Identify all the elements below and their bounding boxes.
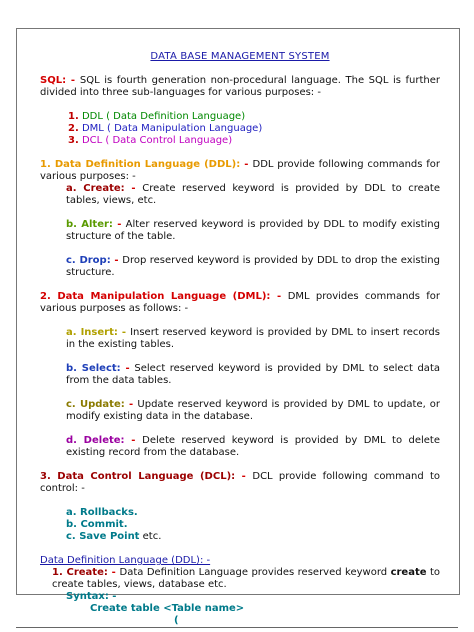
list-item: b. Commit. — [66, 519, 128, 530]
list-item: 2. DML ( Data Manipulation Language) — [68, 123, 263, 134]
ddl-item-drop: c. Drop: - Drop reserved keyword is provided by DDL to drop the existing structure. — [66, 255, 440, 278]
document-page — [16, 28, 460, 626]
page-divider — [16, 627, 458, 628]
intro-paragraph — [40, 75, 440, 99]
document-content — [40, 51, 440, 627]
intro-label: SQL: — [40, 75, 67, 86]
list-item: 3. DCL ( Data Control Language) — [68, 135, 233, 146]
dml-heading: 2. Data Manipulation Language (DML): — [40, 291, 271, 302]
dml-item-update: c. Update: - Update reserved keyword is provided by DML to update, or modify existing data in the database. — [66, 399, 440, 422]
ddl-heading: 1. Data Definition Language (DDL): — [40, 159, 241, 170]
ddl-item-alter: b. Alter: - Alter reserved keyword is provided by DDL to modify existing structure of the table. — [66, 219, 440, 242]
dcl-paragraph: 3. Data Control Language (DCL): - DCL provide following command to control: - — [40, 471, 440, 494]
ddl-section-item: 1. Create: - Data Definition Language provides reserved keyword create to create tables, views, database etc. — [52, 567, 440, 590]
syntax-paren: ( — [174, 615, 179, 626]
ddl-paragraph: 1. Data Definition Language (DDL): - DDL provide following commands for various purposes: - — [40, 159, 440, 182]
intro-text: SQL is fourth generation non-procedural language. The SQL is further divided into three sub-languages for various purposes: - — [40, 75, 440, 98]
dml-item-delete: d. Delete: - Delete reserved keyword is provided by DML to delete existing record from the database. — [66, 435, 441, 458]
dcl-heading: 3. Data Control Language (DCL): — [40, 471, 236, 482]
list-item: c. Save Point etc. — [66, 531, 162, 542]
document-title: DATA BASE MANAGEMENT SYSTEM — [150, 51, 330, 62]
sublanguage-list — [40, 111, 440, 147]
dml-item-insert: a. Insert: - Insert reserved keyword is provided by DML to insert records in the existing tables. — [66, 327, 440, 350]
dml-item-select: b. Select: - Select reserved keyword is provided by DML to select data from the data tables. — [66, 363, 440, 386]
list-item: 1. DDL ( Data Definition Language) — [68, 111, 246, 122]
ddl-item-create: a. Create: - Create reserved keyword is provided by DDL to create tables, views, etc. — [66, 183, 440, 206]
list-item: a. Rollbacks. — [66, 507, 138, 518]
ddl-section-heading: Data Definition Language (DDL): - — [40, 555, 211, 566]
dcl-list — [40, 507, 440, 543]
dml-paragraph: 2. Data Manipulation Language (DML): - DML provides commands for various purposes as follows: - — [40, 291, 440, 314]
intro-dash: - — [66, 75, 80, 86]
syntax-code: Create table <Table name> — [90, 603, 245, 614]
syntax-label: Syntax: - — [66, 591, 117, 602]
